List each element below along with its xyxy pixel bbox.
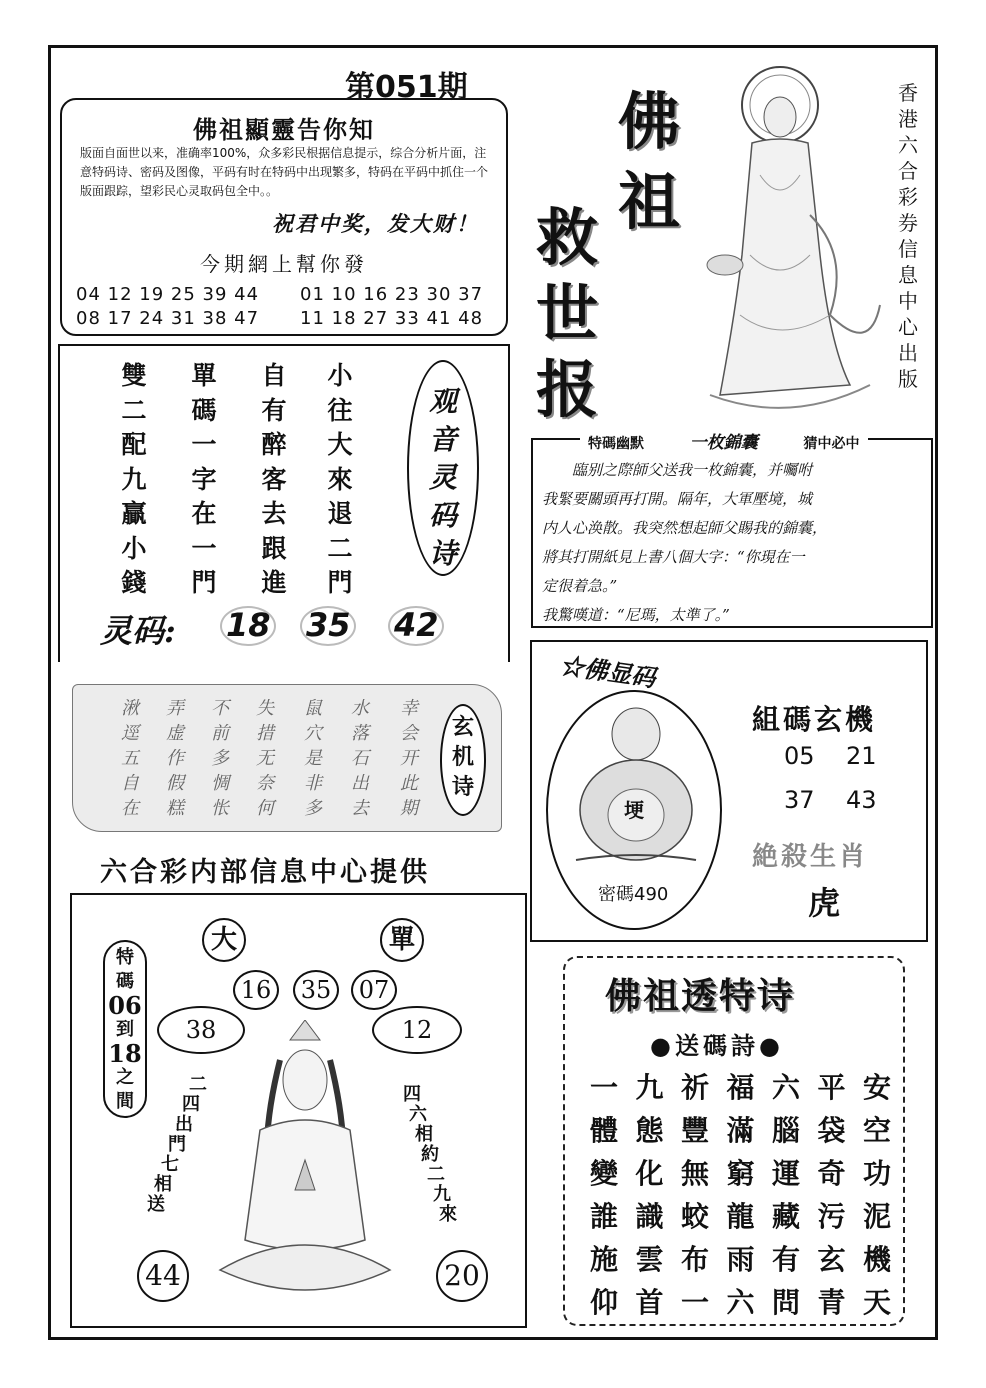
combo-number: 37 (784, 786, 815, 814)
poem2-char: 腦 (771, 1114, 800, 1147)
publisher-vertical-text (894, 80, 922, 392)
story-line: 我緊要關頭再打開。隔年，大軍壓境，城 (542, 490, 813, 508)
poem2-char: 化 (635, 1157, 664, 1190)
side-char: 彩 (898, 185, 918, 209)
right-verse-char: 九 (433, 1184, 451, 1205)
notice-body: 版面自面世以来，准确率100%，众多彩民根据信息提示，综合分析片面，注意特码诗、密码及图像，平码有时在特码中出现繁多，特码在平码中抓住一个版面跟踪，望彩民心灵取码包全中。。 (80, 146, 489, 198)
xuanji-char: 出 (351, 773, 369, 794)
poem2-char: 識 (635, 1200, 664, 1233)
left-verse-char: 送 (147, 1194, 165, 1215)
poem2-char: 誰 (589, 1200, 618, 1233)
xuanji-char: 不 (211, 698, 229, 719)
tema-num: 06 (108, 991, 142, 1020)
side-char: 六 (898, 133, 918, 157)
poem2-char: 青 (817, 1286, 846, 1319)
number-row: 04 12 19 25 39 44 (76, 284, 260, 305)
tema-num: 18 (108, 1039, 142, 1068)
tema-char: 特 (116, 947, 134, 968)
tema-char: 到 (116, 1019, 134, 1040)
poem2-char: 天 (862, 1286, 891, 1319)
xuanji-char: 五 (121, 748, 139, 769)
poem2-char: 首 (635, 1286, 664, 1319)
number-row: 11 18 27 33 41 48 (300, 308, 484, 329)
provider-line: 六合彩内部信息中心提供 (100, 857, 430, 888)
xuanji-char: 是 (304, 748, 322, 769)
story-body (542, 456, 922, 630)
story-line: 臨别之際師父送我一枚錦囊，并囑咐 (572, 461, 813, 479)
guanyin-label-char: 诗 (428, 537, 457, 570)
title-char: 祖 (618, 165, 681, 238)
xuanji-char: 逕 (121, 723, 139, 744)
poem-char: 在 (191, 499, 217, 528)
lingma-number: 18 (226, 606, 271, 644)
xuanji-char: 奈 (256, 773, 274, 794)
xuanji-char: 惆 (211, 773, 229, 794)
poem-char: 門 (191, 568, 217, 597)
story-line: 内人心涣散。我突然想起師父賜我的錦囊， (542, 519, 828, 537)
side-char: 券 (898, 211, 918, 235)
story-head-right: 猜中必中 (803, 436, 860, 452)
poem2-char: 窮 (726, 1157, 755, 1190)
story-line: 定很着急。” (542, 577, 618, 595)
xuanji-char: 落 (351, 723, 369, 744)
combo-title: 組碼玄機 (752, 703, 877, 736)
side-char: 息 (898, 263, 918, 287)
xuanji-char: 会 (400, 723, 418, 744)
notice-title: 佛祖顯靈告你知 (193, 115, 375, 144)
side-char: 港 (898, 107, 918, 131)
side-char: 信 (898, 237, 918, 261)
story-line: 將其打開紙見上書八個大字：“你現在一 (542, 548, 805, 566)
xuanji-char: 失 (256, 698, 274, 719)
tema-char: 碼 (116, 971, 134, 992)
title-char: 救 (536, 201, 599, 274)
poem2-char: 蛟 (680, 1200, 709, 1233)
xuanji-char: 非 (304, 773, 322, 794)
poem2-char: 空 (862, 1114, 891, 1147)
xuanji-label-char: 诗 (451, 774, 474, 800)
lingma-number: 35 (306, 606, 351, 644)
secret-code: 密碼490 (598, 884, 669, 905)
xuanji-char: 多 (211, 748, 229, 769)
notice-box (60, 98, 508, 336)
num-oval: 07 (351, 970, 397, 1010)
poem2-char: 無 (680, 1157, 709, 1190)
left-verse-char: 相 (154, 1174, 172, 1195)
guanyin-label-char: 灵 (428, 461, 457, 494)
story-line: 我驚嘆道：“尼瑪，太準了。” (542, 606, 730, 624)
poem-char: 錢 (121, 568, 147, 597)
poem2-char: 泥 (862, 1200, 891, 1233)
combo-number: 05 (784, 742, 815, 770)
poem2-char: 體 (589, 1114, 618, 1147)
poem2-char: 六 (771, 1071, 800, 1104)
side-char: 香 (898, 81, 918, 105)
notice-wish: 祝君中奖，发大财！ (272, 211, 479, 236)
side-char: 版 (898, 367, 918, 391)
poem-char: 一 (191, 430, 217, 459)
left-verse-char: 門 (168, 1134, 186, 1155)
xuanji-label-char: 玄 (451, 714, 474, 740)
xuanji-char: 开 (400, 748, 418, 769)
poem-char: 跟 (261, 533, 287, 563)
poem2-char: 六 (726, 1286, 755, 1319)
xuanji-char: 自 (121, 773, 139, 794)
poem-char: 單 (191, 361, 217, 390)
num-oval: 38 (157, 1006, 245, 1054)
big-circle: 大 (202, 918, 246, 962)
combo-number: 21 (846, 742, 877, 770)
xuanji-label-char: 机 (451, 744, 474, 770)
side-char: 合 (898, 159, 918, 183)
side-char: 心 (898, 315, 918, 339)
story-head-left: 特碼幽默 (588, 436, 644, 452)
poem2-char: 施 (589, 1243, 618, 1276)
right-verse-char: 來 (439, 1204, 457, 1225)
right-verse-char: 二 (427, 1164, 445, 1185)
buddha-arc-text: ☆佛显码 (558, 650, 658, 693)
side-char: 中 (898, 289, 918, 313)
poem-char: 客 (261, 464, 287, 494)
story-header (580, 428, 868, 453)
poem-char: 九 (121, 464, 147, 494)
xuanji-char: 此 (400, 773, 418, 794)
tema-char: 之 (116, 1067, 134, 1088)
poem2-char: 變 (589, 1157, 618, 1190)
xuanji-char: 去 (351, 798, 369, 819)
poem-char: 退 (327, 499, 353, 528)
corner-circle: 20 (436, 1250, 488, 1302)
poem2-char: 態 (635, 1114, 664, 1147)
poem-char: 有 (261, 395, 287, 425)
poem-char: 贏 (121, 499, 147, 528)
lingma-label: 灵码: (100, 612, 176, 650)
left-verse-char: 四 (182, 1094, 200, 1115)
num-oval: 35 (293, 970, 339, 1010)
guanyin-label-char: 观 (428, 385, 457, 418)
xuanji-char: 假 (166, 773, 184, 794)
xuanji-char: 鼠 (304, 698, 322, 719)
poem2-char: 機 (862, 1243, 891, 1276)
xuanji-char: 幸 (400, 698, 418, 719)
title-char: 报 (536, 353, 599, 426)
guanyin-label-char: 音 (428, 423, 457, 456)
poem2-char: 福 (726, 1071, 755, 1104)
poem2-char: 問 (771, 1286, 800, 1319)
poem-char: 自 (261, 361, 287, 390)
guanyin-seated-illustration (200, 1020, 410, 1320)
guanyin-standing-illustration (680, 55, 890, 425)
poem2-char: 豐 (680, 1114, 709, 1147)
right-verse-char: 約 (421, 1144, 439, 1165)
poem-char: 往 (327, 395, 353, 425)
xuanji-char: 无 (256, 748, 274, 769)
buddha-belly-char: 埂 (624, 798, 644, 822)
title-char: 佛 (618, 85, 681, 158)
poem2-char: 袋 (817, 1114, 846, 1147)
xuanji-char: 糕 (166, 798, 184, 819)
xuanji-char: 湫 (121, 698, 139, 719)
poem2-char: 有 (771, 1243, 800, 1276)
issue-number: 第051期 (345, 70, 468, 105)
poem-char: 大 (327, 430, 353, 459)
poem2-char: 布 (680, 1243, 709, 1276)
xuanji-char: 穴 (304, 723, 322, 744)
xuanji-char: 多 (304, 798, 322, 819)
poem2-char: 奇 (817, 1157, 846, 1190)
poem-char: 字 (191, 464, 217, 494)
poem2-char: 平 (817, 1071, 846, 1104)
poem2-char: 雨 (726, 1243, 755, 1276)
num-oval: 16 (233, 970, 279, 1010)
poem-char: 進 (261, 568, 287, 597)
laughing-buddha-illustration (566, 700, 706, 870)
poem2-title: 佛祖透特诗 (605, 975, 796, 1017)
poem2-char: 功 (862, 1157, 891, 1190)
single-circle: 單 (380, 918, 424, 962)
right-verse-char: 六 (409, 1104, 427, 1125)
xuanji-char: 弄 (166, 698, 184, 719)
poem-char: 碼 (191, 395, 217, 425)
poem-char: 來 (327, 464, 353, 494)
xuanji-char: 作 (166, 748, 184, 769)
poem2-char: 仰 (589, 1286, 618, 1319)
number-row: 01 10 16 23 30 37 (300, 284, 484, 305)
poem2-char: 安 (862, 1071, 891, 1104)
poem2-char: 玄 (817, 1243, 846, 1276)
poem2-char: 藏 (771, 1200, 800, 1233)
poem-char: 小 (327, 361, 353, 390)
poem2-char: 運 (771, 1157, 800, 1190)
xuanji-char: 期 (400, 798, 418, 819)
notice-subtitle: 今期網上幫你發 (200, 252, 368, 276)
poem-char: 去 (261, 499, 287, 528)
corner-circle: 44 (137, 1250, 189, 1302)
right-verse-char: 四 (403, 1084, 421, 1105)
poem-char: 雙 (121, 361, 147, 390)
poem2-subtitle: ●送碼詩● (650, 1031, 784, 1060)
poem-char: 門 (327, 568, 353, 597)
xuanji-char: 虚 (166, 723, 184, 744)
xuanji-char: 怅 (211, 798, 229, 819)
xuanji-char: 在 (121, 798, 139, 819)
xuanji-char: 石 (351, 748, 369, 769)
poem2-char: 九 (635, 1071, 664, 1104)
poem-char: 配 (121, 430, 147, 459)
number-row: 08 17 24 31 38 47 (76, 308, 260, 329)
left-verse-char: 二 (189, 1074, 207, 1095)
title-char: 世 (536, 277, 599, 350)
poem2-char: 污 (817, 1200, 846, 1233)
xuanji-char: 何 (256, 798, 274, 819)
poem2-char: 祈 (680, 1071, 709, 1104)
poem-char: 二 (327, 533, 353, 563)
xuanji-char: 水 (351, 698, 369, 719)
lingma-number: 42 (394, 606, 439, 644)
left-verse-char: 出 (175, 1114, 193, 1135)
poem2-char: 龍 (726, 1200, 755, 1233)
left-verse-char: 七 (161, 1154, 179, 1175)
side-char: 出 (898, 341, 918, 365)
story-head-mid: 一枚錦囊 (689, 433, 758, 453)
poem-char: 小 (121, 533, 147, 563)
poem2-char: 一 (680, 1286, 709, 1319)
xuanji-char: 前 (211, 723, 229, 744)
kill-zodiac-value: 虎 (808, 884, 841, 922)
poem-char: 一 (191, 533, 217, 563)
tema-char: 間 (116, 1091, 134, 1112)
xuanji-char: 措 (256, 723, 274, 744)
xuanji-label (440, 712, 486, 802)
tema-range (103, 946, 147, 1114)
poem-char: 醉 (261, 430, 287, 459)
poem2-char: 雲 (635, 1243, 664, 1276)
poem2-char: 一 (589, 1071, 618, 1104)
kill-zodiac-title: 絶殺生肖 (752, 842, 869, 872)
num-oval: 12 (372, 1006, 462, 1054)
poem-char: 二 (121, 395, 147, 425)
guanyin-label-char: 码 (428, 499, 457, 532)
right-verse-char: 相 (415, 1124, 433, 1145)
combo-number: 43 (846, 786, 877, 814)
poem2-char: 滿 (726, 1114, 755, 1147)
